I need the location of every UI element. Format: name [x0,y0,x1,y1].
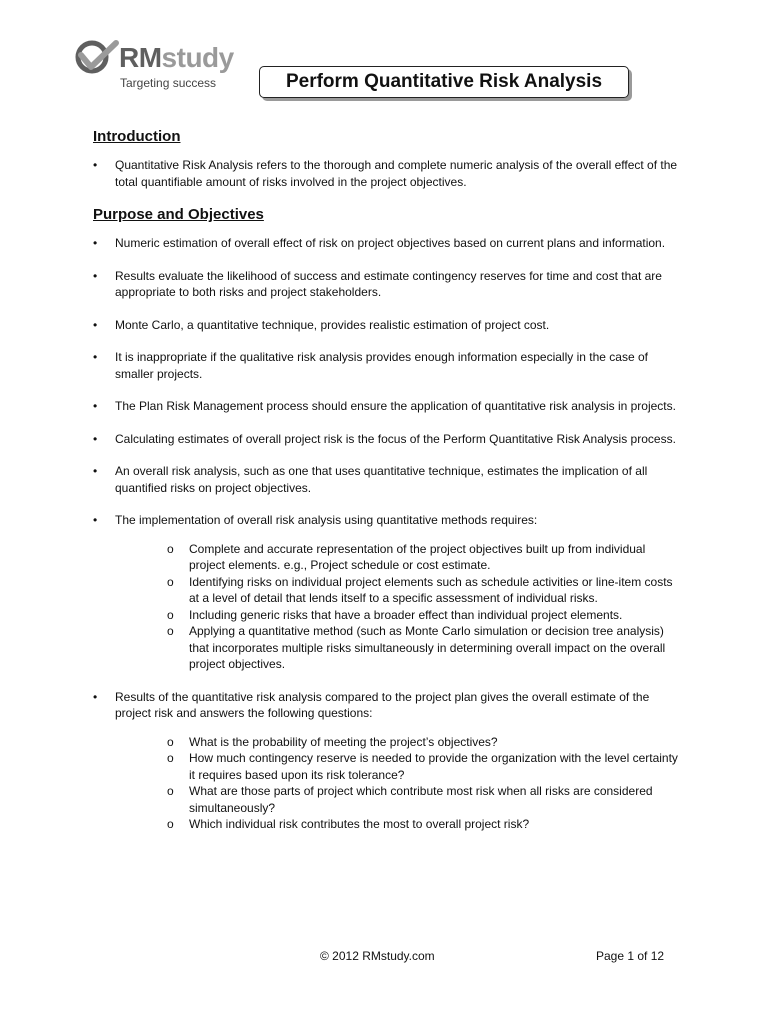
list-item [93,268,683,301]
list-item [93,317,683,334]
sub-bullet-icon: o [167,817,174,831]
sub-list-item-text: Which individual risk contributes the most to overall project risk? [189,817,530,831]
bullet-icon: • [93,268,98,283]
bullet-icon: • [93,399,98,413]
bullet-icon: • [93,431,98,446]
list-item-text: The implementation of overall risk analysis using quantitative methods requires: [115,513,538,527]
sub-list-item-text: What is the probability of meeting the project’s objectives? [189,734,498,749]
list-item-text: The Plan Risk Management process should ensure the application of quantitative risk analysis in projects. [115,399,676,413]
bullet-icon: • [93,236,98,250]
sub-bullet-icon: o [167,574,174,589]
logo-brand-light: study [161,42,234,73]
sub-list-item [167,734,683,751]
list-item-text: Results evaluate the likelihood of success and estimate contingency reserves for time and cost that are appropriate to both risks and project stakeholders. [115,268,662,299]
bullet-icon: • [93,689,98,704]
list-item-text: Quantitative Risk Analysis refers to the thorough and complete numeric analysis of the overall effect of the total quantifiable amount of risks involved in the project objectives. [115,158,678,189]
sub-list-item [167,541,683,574]
bullet-icon: • [93,464,98,478]
bullet-icon: • [93,513,98,527]
bullet-icon: • [93,317,98,332]
sub-list-item [167,623,683,673]
sub-list-item-text: How much contingency reserve is needed to provide the organization with the level certainty it requires based upon its risk tolerance? [189,751,678,782]
sub-bullet-icon: o [167,784,174,798]
sub-list-item [167,750,683,783]
sub-list-item [167,607,683,624]
list-item [93,235,683,252]
sub-list-item-text: Identifying risks on individual project elements such as schedule activities or line-item costs at a level of detail that lends itself to a specific assessment of individual risks. [189,574,673,605]
sub-list-item [167,783,683,816]
purpose-list [93,235,683,833]
list-item [93,463,683,496]
list-item [93,431,683,448]
page-title: Perform Quantitative Risk Analysis [259,66,629,98]
list-item [93,349,683,382]
requirements-sublist [167,541,683,673]
sub-bullet-icon: o [167,624,174,638]
sub-list-item-text: Complete and accurate representation of the project objectives built up from individual project elements. e.g., Project schedule or cost estimate. [189,541,646,572]
list-item-text: An overall risk analysis, such as one that uses quantitative technique, estimates the implication of all quantified risks on project objectives. [115,464,648,495]
list-item-text: Monte Carlo, a quantitative technique, provides realistic estimation of project cost. [115,317,550,332]
sub-list-item-text: What are those parts of project which contribute most risk when all risks are considered simultaneously? [189,784,653,815]
footer-copyright: © 2012 RMstudy.com [320,949,435,963]
document-body [93,128,683,849]
logo-brand-bold: RM [119,42,162,73]
list-item-text: Results of the quantitative risk analysis compared to the project plan gives the overall estimate of the project risk and answers the following questions: [115,689,650,720]
logo-tagline: Targeting success [120,76,217,90]
list-item [93,398,683,415]
bullet-icon: • [93,350,98,364]
intro-list [93,157,683,190]
list-item-text: Calculating estimates of overall project risk is the focus of the Perform Quantitative Risk Analysis process. [115,431,676,446]
purpose-heading: Purpose and Objectives [93,206,264,223]
sub-list-item-text: Applying a quantitative method (such as Monte Carlo simulation or decision tree analysis) that incorporates multiple risks simultaneously in determining overall impact on the overall project objectives. [189,624,666,671]
list-item [93,157,683,190]
sub-list-item [167,816,683,833]
list-item [93,512,683,673]
list-item-text: Numeric estimation of overall effect of risk on project objectives based on current plans and information. [115,236,666,250]
sub-bullet-icon: o [167,751,174,765]
footer-page-number: Page 1 of 12 [596,949,665,963]
bullet-icon: • [93,158,98,172]
list-item [93,689,683,833]
questions-sublist [167,734,683,833]
rmstudy-logo [72,40,242,94]
logo-checkmark-icon [72,40,120,74]
intro-heading: Introduction [93,128,181,145]
sub-bullet-icon: o [167,607,174,622]
sub-list-item [167,574,683,607]
list-item-text: It is inappropriate if the qualitative risk analysis provides enough information especially in the case of smaller projects. [115,350,648,381]
sub-bullet-icon: o [167,734,174,749]
sub-bullet-icon: o [167,541,174,556]
sub-list-item-text: Including generic risks that have a broader effect than individual project elements. [189,607,623,622]
logo-wordmark [119,42,234,74]
